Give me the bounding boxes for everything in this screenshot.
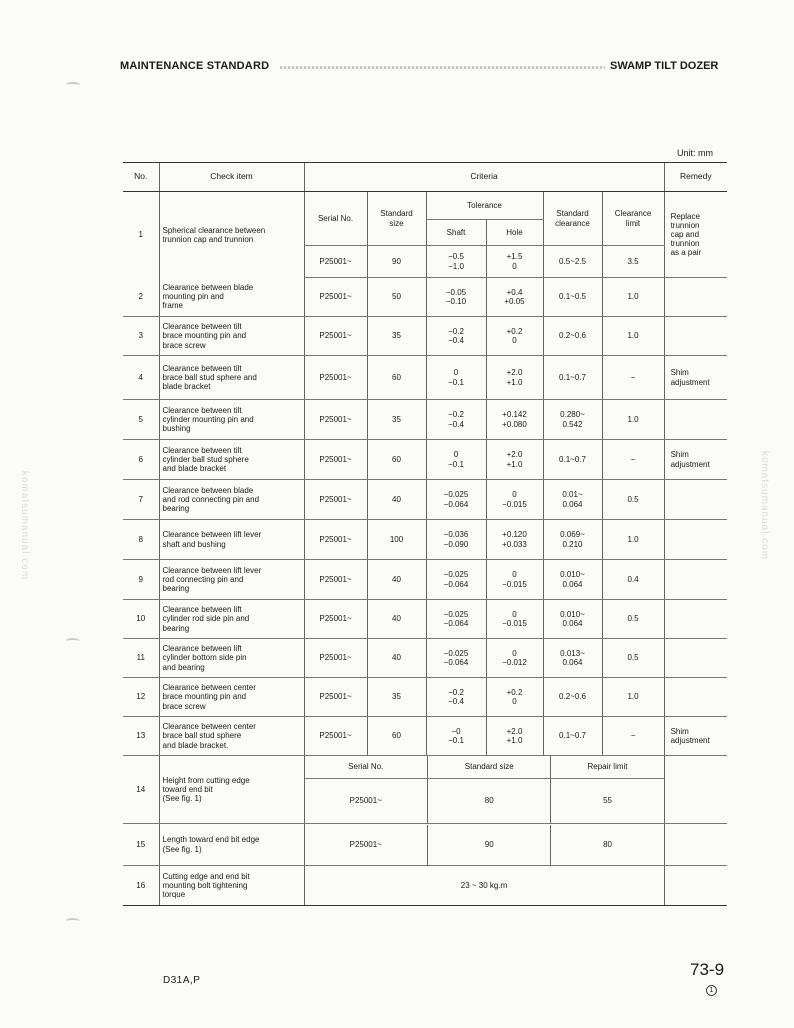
clearance-limit: 1.0	[602, 278, 664, 317]
check-item: Clearance between tilt brace mounting pin and brace screw	[159, 317, 304, 356]
hole-tolerance: 0 −0.012	[486, 639, 543, 678]
row-no: 4	[123, 356, 159, 400]
serial-no: P25001~	[304, 717, 367, 756]
shaft-tolerance: −0 −0.1	[426, 717, 486, 756]
sub-shaft: Shaft	[426, 220, 486, 246]
hole-tolerance: +2.0 +1.0	[486, 440, 543, 480]
row-no: 13	[123, 717, 159, 756]
shaft-tolerance: −0.2 −0.4	[426, 678, 486, 717]
row-no: 1	[138, 230, 143, 240]
serial-no: P25001~	[304, 560, 367, 600]
shaft-tolerance: −0.025 −0.064	[426, 480, 486, 520]
hole-tolerance: +0.142 +0.080	[486, 400, 543, 440]
standard-size: 80	[427, 778, 550, 823]
check-item: Clearance between lift cylinder rod side pin and bearing	[159, 600, 304, 639]
shaft-tolerance: −0.2 −0.4	[426, 317, 486, 356]
shaft-tolerance: −0.025 −0.064	[426, 600, 486, 639]
serial-no: P25001~	[304, 278, 367, 317]
standard-size: 35	[367, 678, 426, 717]
serial-no: P25001~	[304, 400, 367, 440]
repair-limit: 55	[551, 778, 664, 823]
unit-label: Unit: mm	[677, 148, 713, 158]
hole-tolerance: 0 −0.015	[486, 600, 543, 639]
check-item: Clearance between center brace ball stud sphere and blade bracket.	[159, 717, 304, 756]
hole-tolerance: +1.5 0	[486, 246, 543, 278]
repair-limit: 80	[551, 825, 664, 865]
standard-clearance: 0.1~0.7	[543, 356, 602, 400]
sub-serial: Serial No.	[304, 192, 367, 246]
check-item: Clearance between tilt cylinder ball stud sphere and blade bracket	[159, 440, 304, 480]
row-no: 14	[123, 756, 159, 824]
row-no: 2	[123, 278, 159, 317]
serial-no: P25001~	[304, 678, 367, 717]
page-number: 73-9	[690, 960, 725, 979]
remedy: Shim adjustment	[664, 356, 727, 400]
serial-no: P25001~	[304, 520, 367, 560]
standard-clearance: 0.2~0.6	[543, 317, 602, 356]
clearance-limit: 0.4	[602, 560, 664, 600]
model-code: D31A,P	[163, 975, 201, 986]
clearance-limit: 1.0	[602, 317, 664, 356]
shaft-tolerance: 0 −0.1	[426, 440, 486, 480]
row-no: 16	[123, 866, 159, 906]
check-item: Clearance between blade mounting pin and frame	[159, 278, 304, 317]
clearance-limit: 1.0	[602, 678, 664, 717]
standard-size: 40	[367, 639, 426, 678]
header-title: MAINTENANCE STANDARD	[120, 60, 270, 72]
col-no: No.	[123, 163, 159, 192]
standard-clearance: 0.013~ 0.064	[543, 639, 602, 678]
remedy	[664, 866, 727, 906]
clearance-limit: 3.5	[602, 246, 664, 278]
sub-table-row14	[305, 756, 664, 823]
standard-clearance: 0.1~0.5	[543, 278, 602, 317]
watermark-right: komatsumanual.com	[759, 450, 771, 561]
standard-size: 90	[427, 825, 550, 865]
clearance-limit: 0.5	[602, 639, 664, 678]
standard-clearance: 0.1~0.7	[543, 440, 602, 480]
remedy	[664, 639, 727, 678]
remedy: Shim adjustment	[664, 440, 727, 480]
sub-hole: Hole	[486, 220, 543, 246]
row-no: 5	[123, 400, 159, 440]
remedy	[664, 678, 727, 717]
sub-tolerance: Tolerance	[426, 192, 543, 220]
shaft-tolerance: −0.025 −0.064	[426, 639, 486, 678]
standard-size: 50	[367, 278, 426, 317]
standard-size: 35	[367, 400, 426, 440]
sub-serial: Serial No.	[305, 756, 428, 778]
sub-repair-limit: Repair limit	[551, 756, 664, 778]
remedy	[664, 278, 727, 317]
clearance-limit: 0.5	[602, 600, 664, 639]
check-item: Clearance between lift lever shaft and bushing	[159, 520, 304, 560]
serial-no: P25001~	[349, 839, 382, 849]
standard-size: 60	[367, 717, 426, 756]
standard-size: 35	[367, 317, 426, 356]
check-item: Clearance between center brace mounting pin and brace screw	[159, 678, 304, 717]
remedy	[664, 317, 727, 356]
check-item: Height from cutting edge toward end bit (See fig. 1)	[159, 756, 304, 824]
hole-tolerance: 0 −0.015	[486, 480, 543, 520]
standard-clearance: 0.010~ 0.064	[543, 600, 602, 639]
sub-standard-clearance: Standard clearance	[543, 192, 602, 246]
serial-no: P25001~	[304, 356, 367, 400]
standard-clearance: 0.1~0.7	[543, 717, 602, 756]
clearance-limit: 0.5	[602, 480, 664, 520]
row-no: 10	[123, 600, 159, 639]
remedy	[664, 400, 727, 440]
remedy	[664, 756, 727, 824]
row-no: 11	[123, 639, 159, 678]
remedy: Replace trunnion cap and trunnion as a pair	[664, 192, 727, 278]
check-item: Clearance between lift lever rod connecting pin and bearing	[159, 560, 304, 600]
standard-size: 40	[367, 480, 426, 520]
binder-hole-mark	[66, 82, 80, 88]
remedy	[664, 520, 727, 560]
standard-clearance: 0.2~0.6	[543, 678, 602, 717]
hole-tolerance: +2.0 +1.0	[486, 717, 543, 756]
serial-no: P25001~	[304, 317, 367, 356]
remedy	[664, 480, 727, 520]
standard-clearance: 0.01~ 0.064	[543, 480, 602, 520]
sub-standard-size: Standard size	[427, 756, 550, 778]
standard-clearance: 0.069~ 0.210	[543, 520, 602, 560]
binder-hole-mark	[66, 918, 80, 924]
header-rule	[280, 66, 605, 69]
standard-size: 100	[367, 520, 426, 560]
hole-tolerance: +0.4 +0.05	[486, 278, 543, 317]
check-item: Clearance between blade and rod connecting pin and bearing	[159, 480, 304, 520]
check-item: Cutting edge and end bit mounting bolt tightening torque	[159, 866, 304, 906]
shaft-tolerance: −0.5 −1.0	[426, 246, 486, 278]
shaft-tolerance: 0 −0.1	[426, 356, 486, 400]
clearance-limit: −	[602, 440, 664, 480]
sub-clearance-limit: Clearance limit	[602, 192, 664, 246]
serial-no: P25001~	[304, 480, 367, 520]
shaft-tolerance: −0.05 −0.10	[426, 278, 486, 317]
row-no: 12	[123, 678, 159, 717]
check-item: Length toward end bit edge (See fig. 1)	[159, 824, 304, 866]
check-item: Clearance between lift cylinder bottom side pin and bearing	[159, 639, 304, 678]
sub-table-row15	[305, 825, 664, 865]
hole-tolerance: +2.0 +1.0	[486, 356, 543, 400]
row-no: 15	[123, 824, 159, 866]
hole-tolerance: +0.120 +0.033	[486, 520, 543, 560]
standard-clearance: 0.5~2.5	[543, 246, 602, 278]
clearance-limit: −	[602, 717, 664, 756]
serial-no: P25001~	[304, 246, 367, 278]
serial-no: P25001~	[304, 440, 367, 480]
check-item: Clearance between tilt brace ball stud sphere and blade bracket	[159, 356, 304, 400]
clearance-limit: −	[602, 356, 664, 400]
shaft-tolerance: −0.2 −0.4	[426, 400, 486, 440]
watermark-left: komatsumanual.com	[19, 470, 31, 581]
col-check-item: Check item	[159, 163, 304, 192]
row-no: 7	[123, 480, 159, 520]
check-item: Clearance between tilt cylinder mounting pin and bushing	[159, 400, 304, 440]
remedy: Shim adjustment	[664, 717, 727, 756]
standard-size: 60	[367, 440, 426, 480]
standard-size: 60	[367, 356, 426, 400]
standard-clearance: 0.280~ 0.542	[543, 400, 602, 440]
col-remedy: Remedy	[664, 163, 727, 192]
standard-size: 40	[367, 560, 426, 600]
serial-no: P25001~	[349, 796, 382, 806]
clearance-limit: 1.0	[602, 520, 664, 560]
maintenance-standard-table	[123, 162, 727, 906]
check-item: Spherical clearance between trunnion cap and trunnion	[159, 192, 304, 278]
col-criteria: Criteria	[304, 163, 664, 192]
standard-clearance: 0.010~ 0.064	[543, 560, 602, 600]
row-no: 6	[123, 440, 159, 480]
remedy	[664, 600, 727, 639]
shaft-tolerance: −0.025 −0.064	[426, 560, 486, 600]
serial-no: P25001~	[304, 600, 367, 639]
row-no: 9	[123, 560, 159, 600]
standard-size: 40	[367, 600, 426, 639]
hole-tolerance: +0.2 0	[486, 678, 543, 717]
header-machine: SWAMP TILT DOZER	[610, 60, 719, 72]
shaft-tolerance: −0.036 −0.090	[426, 520, 486, 560]
clearance-limit: 1.0	[602, 400, 664, 440]
revision-mark: 1	[706, 985, 717, 996]
row-no: 8	[123, 520, 159, 560]
remedy	[664, 824, 727, 866]
binder-hole-mark	[66, 638, 80, 644]
remedy	[664, 560, 727, 600]
tightening-torque: 23 ~ 30 kg.m	[304, 866, 664, 906]
hole-tolerance: +0.2 0	[486, 317, 543, 356]
standard-size: 90	[367, 246, 426, 278]
sub-standard-size: Standard size	[367, 192, 426, 246]
serial-no: P25001~	[304, 639, 367, 678]
hole-tolerance: 0 −0.015	[486, 560, 543, 600]
row-no: 3	[123, 317, 159, 356]
